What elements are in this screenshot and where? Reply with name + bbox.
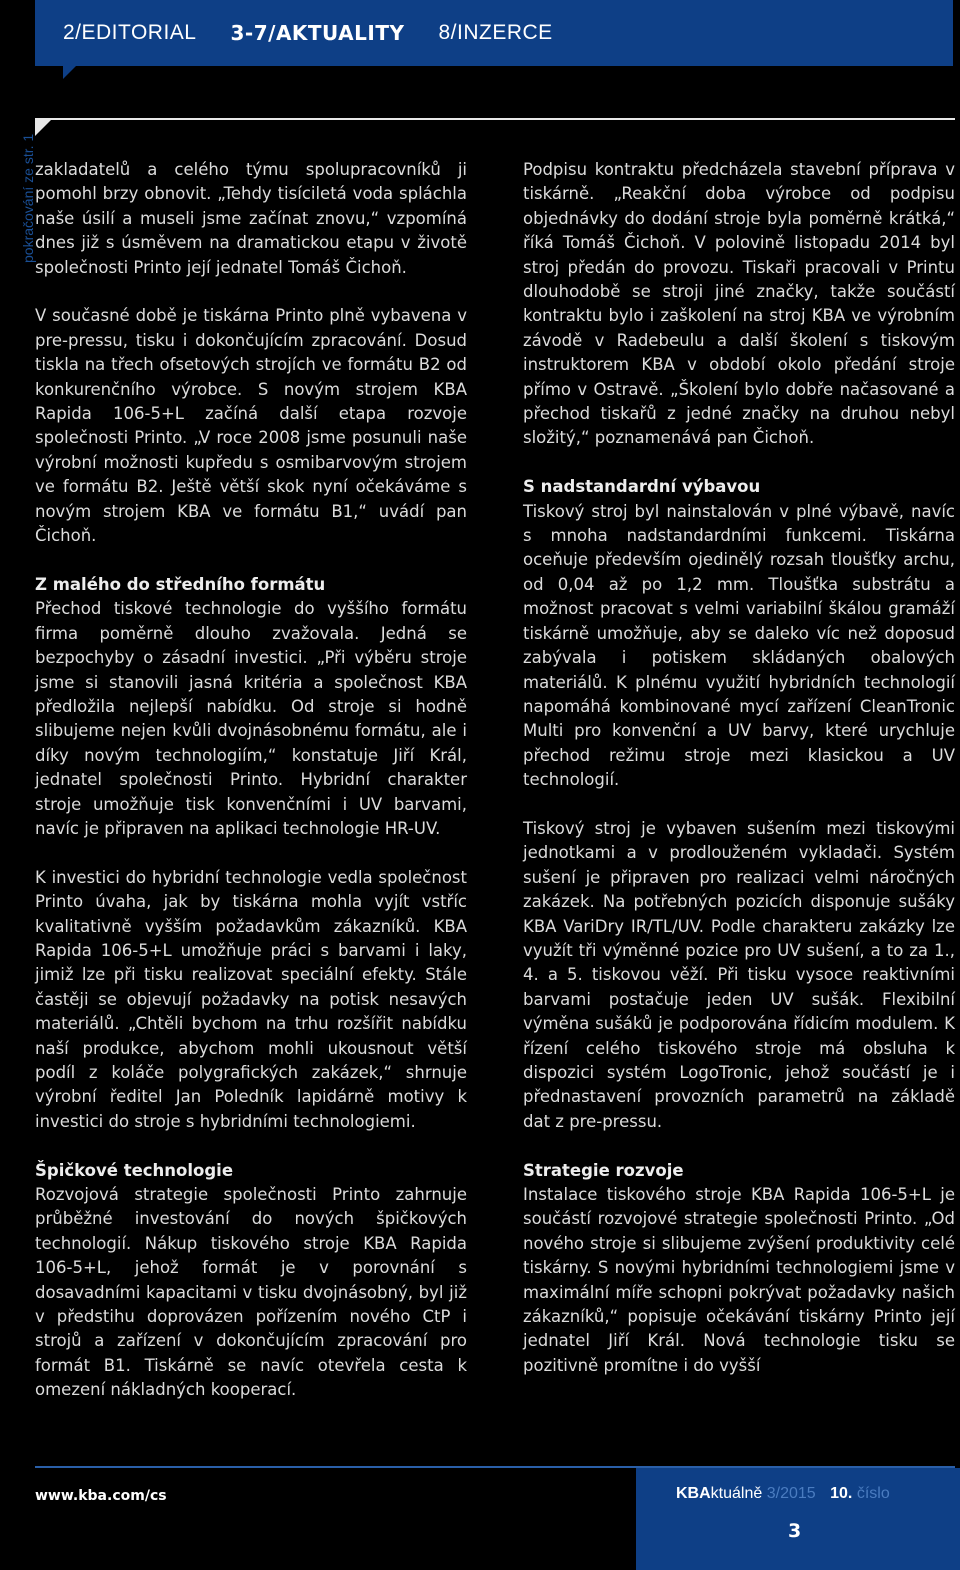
nav-item-editorial[interactable]: 2/EDITORIAL [63, 21, 197, 44]
paragraph: K investici do hybridní technologie vedla společnost Printo úvaha, jak by tiskárna mohla vyjít vstříc kvalitativně vyšším požadavkům zákazníků. KBA Rapida 106-5+L umožňuje práci s barvami i laky, jimiž lze při tisku realizovat speciální efekty. Stále častěji se objevují požadavky na potisk nesavých materiálů. „Chtěli bychom na trhu rozšířit nabídku naší produkce, abychom mohli ukousnout větší podíl z koláče polygrafických zakázek,“ shrnuje výrobní ředitel Jan Poledník lapidárně motivy k investici do stroje s hybridními technologiemi. [35, 867, 467, 1131]
paragraph: Tiskový stroj je vybaven sušením mezi tiskovými jednotkami a v prodlouženém vykladači. Systém sušení je připraven pro realizaci velmi náročných zakázek. Na potřebných pozicích disponuje sušáky KBA VariDry IR/TL/UV. Podle charakteru zakázky lze využít tři výměnné pozice pro UV sušení, a to za 1., 4. a 5. tiskovou věží. Při tisku vysoce reaktivními barvami postačuje jeden UV sušák. Flexibilní výměna sušáků je podporována řídicím modulem. K řízení celého tiskového stroje má obsluha k dispozici systém LogoTronic, jehož součástí je i přednastavení provozních parametrů na základě dat z pre-pressu. [523, 818, 955, 1131]
article-column-right [523, 158, 955, 1403]
page-number: 3 [788, 1520, 802, 1542]
issue-number: 10. [830, 1485, 853, 1502]
article-column-left [35, 158, 467, 1427]
section-nav [35, 0, 953, 66]
section-heading: S nadstandardní výbavou [523, 477, 761, 497]
paragraph: V současné době je tiskárna Printo plně vybavena v pre-pressu, tisku i dokončujícím zpracování. Dosud tiskla na třech ofsetových strojích ve formátu B2 od konkurenčního výrobce. S novým strojem KBA Rapida 106-5+L začíná další etapa rozvoje společnosti Printo. „V roce 2008 jsme posunuli naše výrobní možnosti kupředu s osmibarvovým strojem ve formátu B2. Ještě větší skok nyní očekáváme s novým strojem KBA ve formátu B1,“ uvádí pan Čichoň. [35, 306, 467, 546]
nav-tab-pointer [63, 66, 76, 79]
nav-item-inzerce[interactable]: 8/INZERCE [438, 21, 553, 44]
paragraph: Přechod tiskové technologie do vyššího formátu firma poměrně dlouho zvažovala. Jedná se bezpochyby o zásadní investici. „Při výběru stroje jsme si stanovili jasná kritéria a společnost KBA předložila nejlepší nabídku. Od stroje si hodně slibujeme nejen kvůli dvojnásobnému formátu, ale i díky novým technologiím,“ konstatuje Jiří Král, jednatel společnosti Printo. Hybridní charakter stroje umožňuje tisk konvenčními i UV barvami, navíc je připraven na aplikaci technologie HR-UV. [35, 599, 467, 838]
section-heading: Strategie rozvoje [523, 1160, 684, 1180]
corner-marker [35, 118, 53, 136]
brand-rest: ktuálně [710, 1485, 763, 1502]
issue-word: číslo [856, 1485, 890, 1502]
paragraph: Podpisu kontraktu předcházela stavební příprava v tiskárně. „Reakční doba výrobce od podpisu objednávky do dodání stroje byla poměrně krátká,“ říká Tomáš Čichoň. V polovině listopadu 2014 byl stroj předán do provozu. Tiskaři pracovali v Printu dlouhodobě se stroji jiné značky, takže součástí kontraktu bylo i zaškolení na stroj KBA ve výrobním závodě v Radebeulu a další školení s tiskovým instruktorem KBA v období okolo předání stroje přímo v Ostravě. „Školení bylo dobře načasované a přechod tiskařů z jedné značky na druhou nebyl složitý,“ poznamenává pan Čichoň. [523, 160, 955, 448]
paragraph: zakladatelů a celého týmu spolupracovníků ji pomohl brzy obnovit. „Tehdy tisíciletá voda spláchla naše úsilí a museli jsme začínat znovu,“ vzpomíná dnes již s úsměvem na dramatickou etapu v životě společnosti Printo její jednatel Tomáš Čichoň. [35, 160, 467, 277]
section-heading: Z malého do středního formátu [35, 574, 326, 594]
edition: 3/2015 [766, 1485, 816, 1502]
nav-item-aktuality[interactable]: 3-7/AKTUALITY [230, 21, 405, 45]
brand-bold: KBA [676, 1485, 711, 1502]
paragraph: Rozvojová strategie společnosti Printo zahrnuje průběžné investování do nových špičkových technologií. Nákup tiskového stroje KBA Rapida 106-5+L, jehož formát je v porovnání s dosavadními kapacitami v tisku dvojnásobný, byl již v předstihu doprovázen pořízením nového CtP i strojů a zařízení v dokončujícím zpracování pro formát B1. Tiskárně se navíc otevřela cesta k omezení nákladných kooperací. [35, 1185, 467, 1400]
publication-brand [676, 1485, 890, 1503]
paragraph: Instalace tiskového stroje KBA Rapida 106-5+L je součástí rozvojové strategie společnosti Printo. „Od nového stroje si slibujeme zvýšení produktivity celé tiskárny. S novými hybridními technologiemi jsme v maximální míře schopni pokrývat požadavky našich zákazníků,“ popisuje očekávání tiskárny Printo její jednatel Jiří Král. Nová technologie tisku se pozitivně promítne i do vyšší [523, 1185, 955, 1375]
continuation-label: pokračování ze str. 1 [20, 133, 36, 263]
footer-publication-box [636, 1468, 960, 1570]
footer-url-link[interactable]: www.kba.com/cs [35, 1488, 167, 1504]
section-heading: Špičkové technologie [35, 1160, 234, 1180]
top-divider [35, 118, 955, 120]
paragraph: Tiskový stroj byl nainstalován v plné výbavě, navíc s mnoha nadstandardními funkcemi. Tiskárna oceňuje především ojedinělý rozsah tloušťky archu, od 0,04 až po 1,2 mm. Tloušťka substrátu a možnost pracovat s velmi variabilní škálou gramáží tiskárně umožňuje, aby se daleko víc než doposud zabývala i potiskem skládaných obalových materiálů. K plnému využití hybridních technologií napomáhá kombinované mycí zařízení CleanTronic Multi pro konvenční a UV barvy, které urychluje přechod režimu stroje mezi klasickou a UV technologií. [523, 501, 955, 790]
